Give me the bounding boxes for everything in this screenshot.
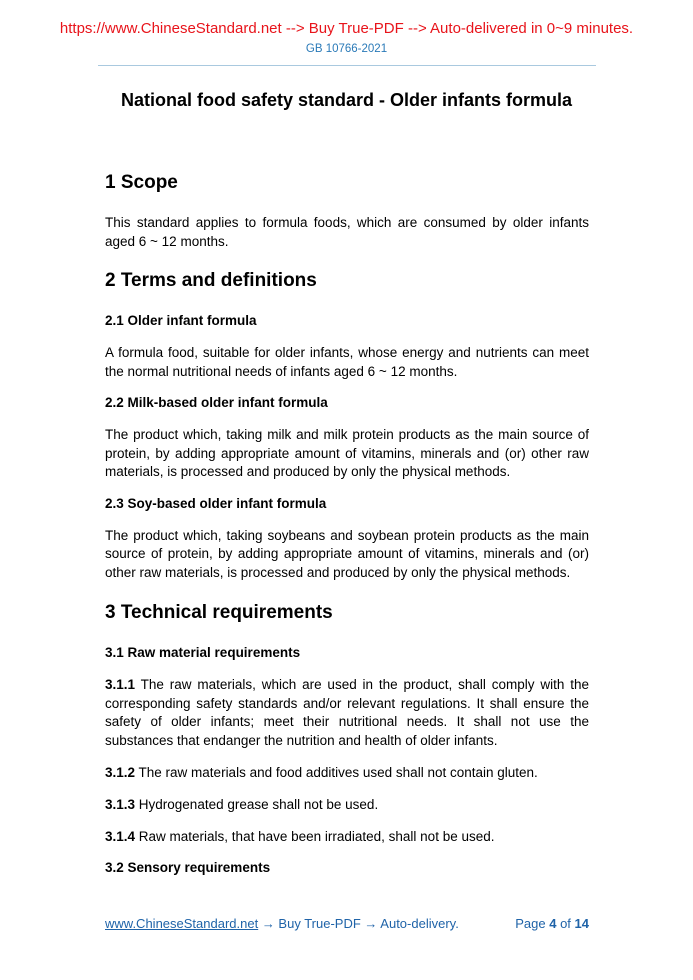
document-title: National food safety standard - Older infants formula [120, 90, 573, 110]
page-current: 4 [549, 916, 557, 931]
header-divider [98, 65, 596, 66]
clause-number: 3.1.3 [105, 796, 136, 812]
clause-number: 3.1.1 [105, 677, 136, 692]
clause-text: The raw materials and food additives used shall not contain gluten. [135, 764, 538, 780]
section-heading-terms: 2 Terms and definitions [105, 270, 317, 291]
term-definition-older-infant-formula: A formula food, suitable for older infants, whose energy and nutrients can meet the normal nutritional needs of infants aged 6 ~ 12 months. [105, 345, 589, 379]
clause-text: The raw materials, which are used in the product, shall comply with the corresponding safety standards and/or relevant regulations. It shall ensure the safety of older infants; meet their nutritional needs. It shall not use the substances that endanger the nutrition and health of older infants. [105, 677, 589, 748]
clause-3-1-4 [105, 828, 589, 847]
subsection-heading-sensory: 3.2 Sensory requirements [105, 860, 271, 875]
term-definition-milk-based: The product which, taking milk and milk protein products as the main source of protein, by adding appropriate amount of vitamins, minerals and (or) other raw materials, is processed and produced by only the physical methods. [105, 427, 589, 479]
standard-code: GB 10766-2021 [305, 43, 388, 55]
subsection-heading-raw-materials: 3.1 Raw material requirements [105, 645, 301, 660]
clause-number: 3.1.2 [105, 764, 136, 780]
section-heading-technical: 3 Technical requirements [105, 602, 333, 623]
scope-paragraph: This standard applies to formula foods, which are consumed by older infants aged 6 ~ 12 months. [105, 215, 589, 249]
footer-tagline: → Buy True-PDF → Auto-delivery. [258, 916, 459, 931]
promo-banner[interactable]: https://www.ChineseStandard.net --> Buy True-PDF --> Auto-delivered in 0~9 minutes. [59, 20, 634, 37]
clause-3-1-3 [105, 796, 589, 815]
page-indicator [515, 916, 589, 931]
clause-number: 3.1.4 [105, 828, 136, 844]
clause-3-1-2 [105, 764, 589, 783]
footer-site-link[interactable]: www.ChineseStandard.net [105, 916, 259, 931]
term-heading-older-infant-formula: 2.1 Older infant formula [105, 313, 257, 328]
page-total: 14 [574, 916, 589, 931]
footer-promo [105, 916, 459, 931]
clause-3-1-1 [105, 676, 589, 750]
term-heading-soy-based: 2.3 Soy-based older infant formula [105, 495, 327, 511]
document-body [105, 170, 589, 877]
clause-text: Hydrogenated grease shall not be used. [135, 796, 379, 812]
page-of: of [556, 916, 575, 931]
term-definition-soy-based: The product which, taking soybeans and soybean protein products as the main source of protein, by adding appropriate amount of vitamins, minerals and (or) other raw materials, is processed and produced by only the physical methods. [105, 527, 589, 580]
section-heading-scope: 1 Scope [105, 172, 178, 193]
page-label: Page [515, 916, 550, 931]
term-heading-milk-based: 2.2 Milk-based older infant formula [105, 395, 328, 410]
clause-text: Raw materials, that have been irradiated, shall not be used. [135, 828, 495, 844]
